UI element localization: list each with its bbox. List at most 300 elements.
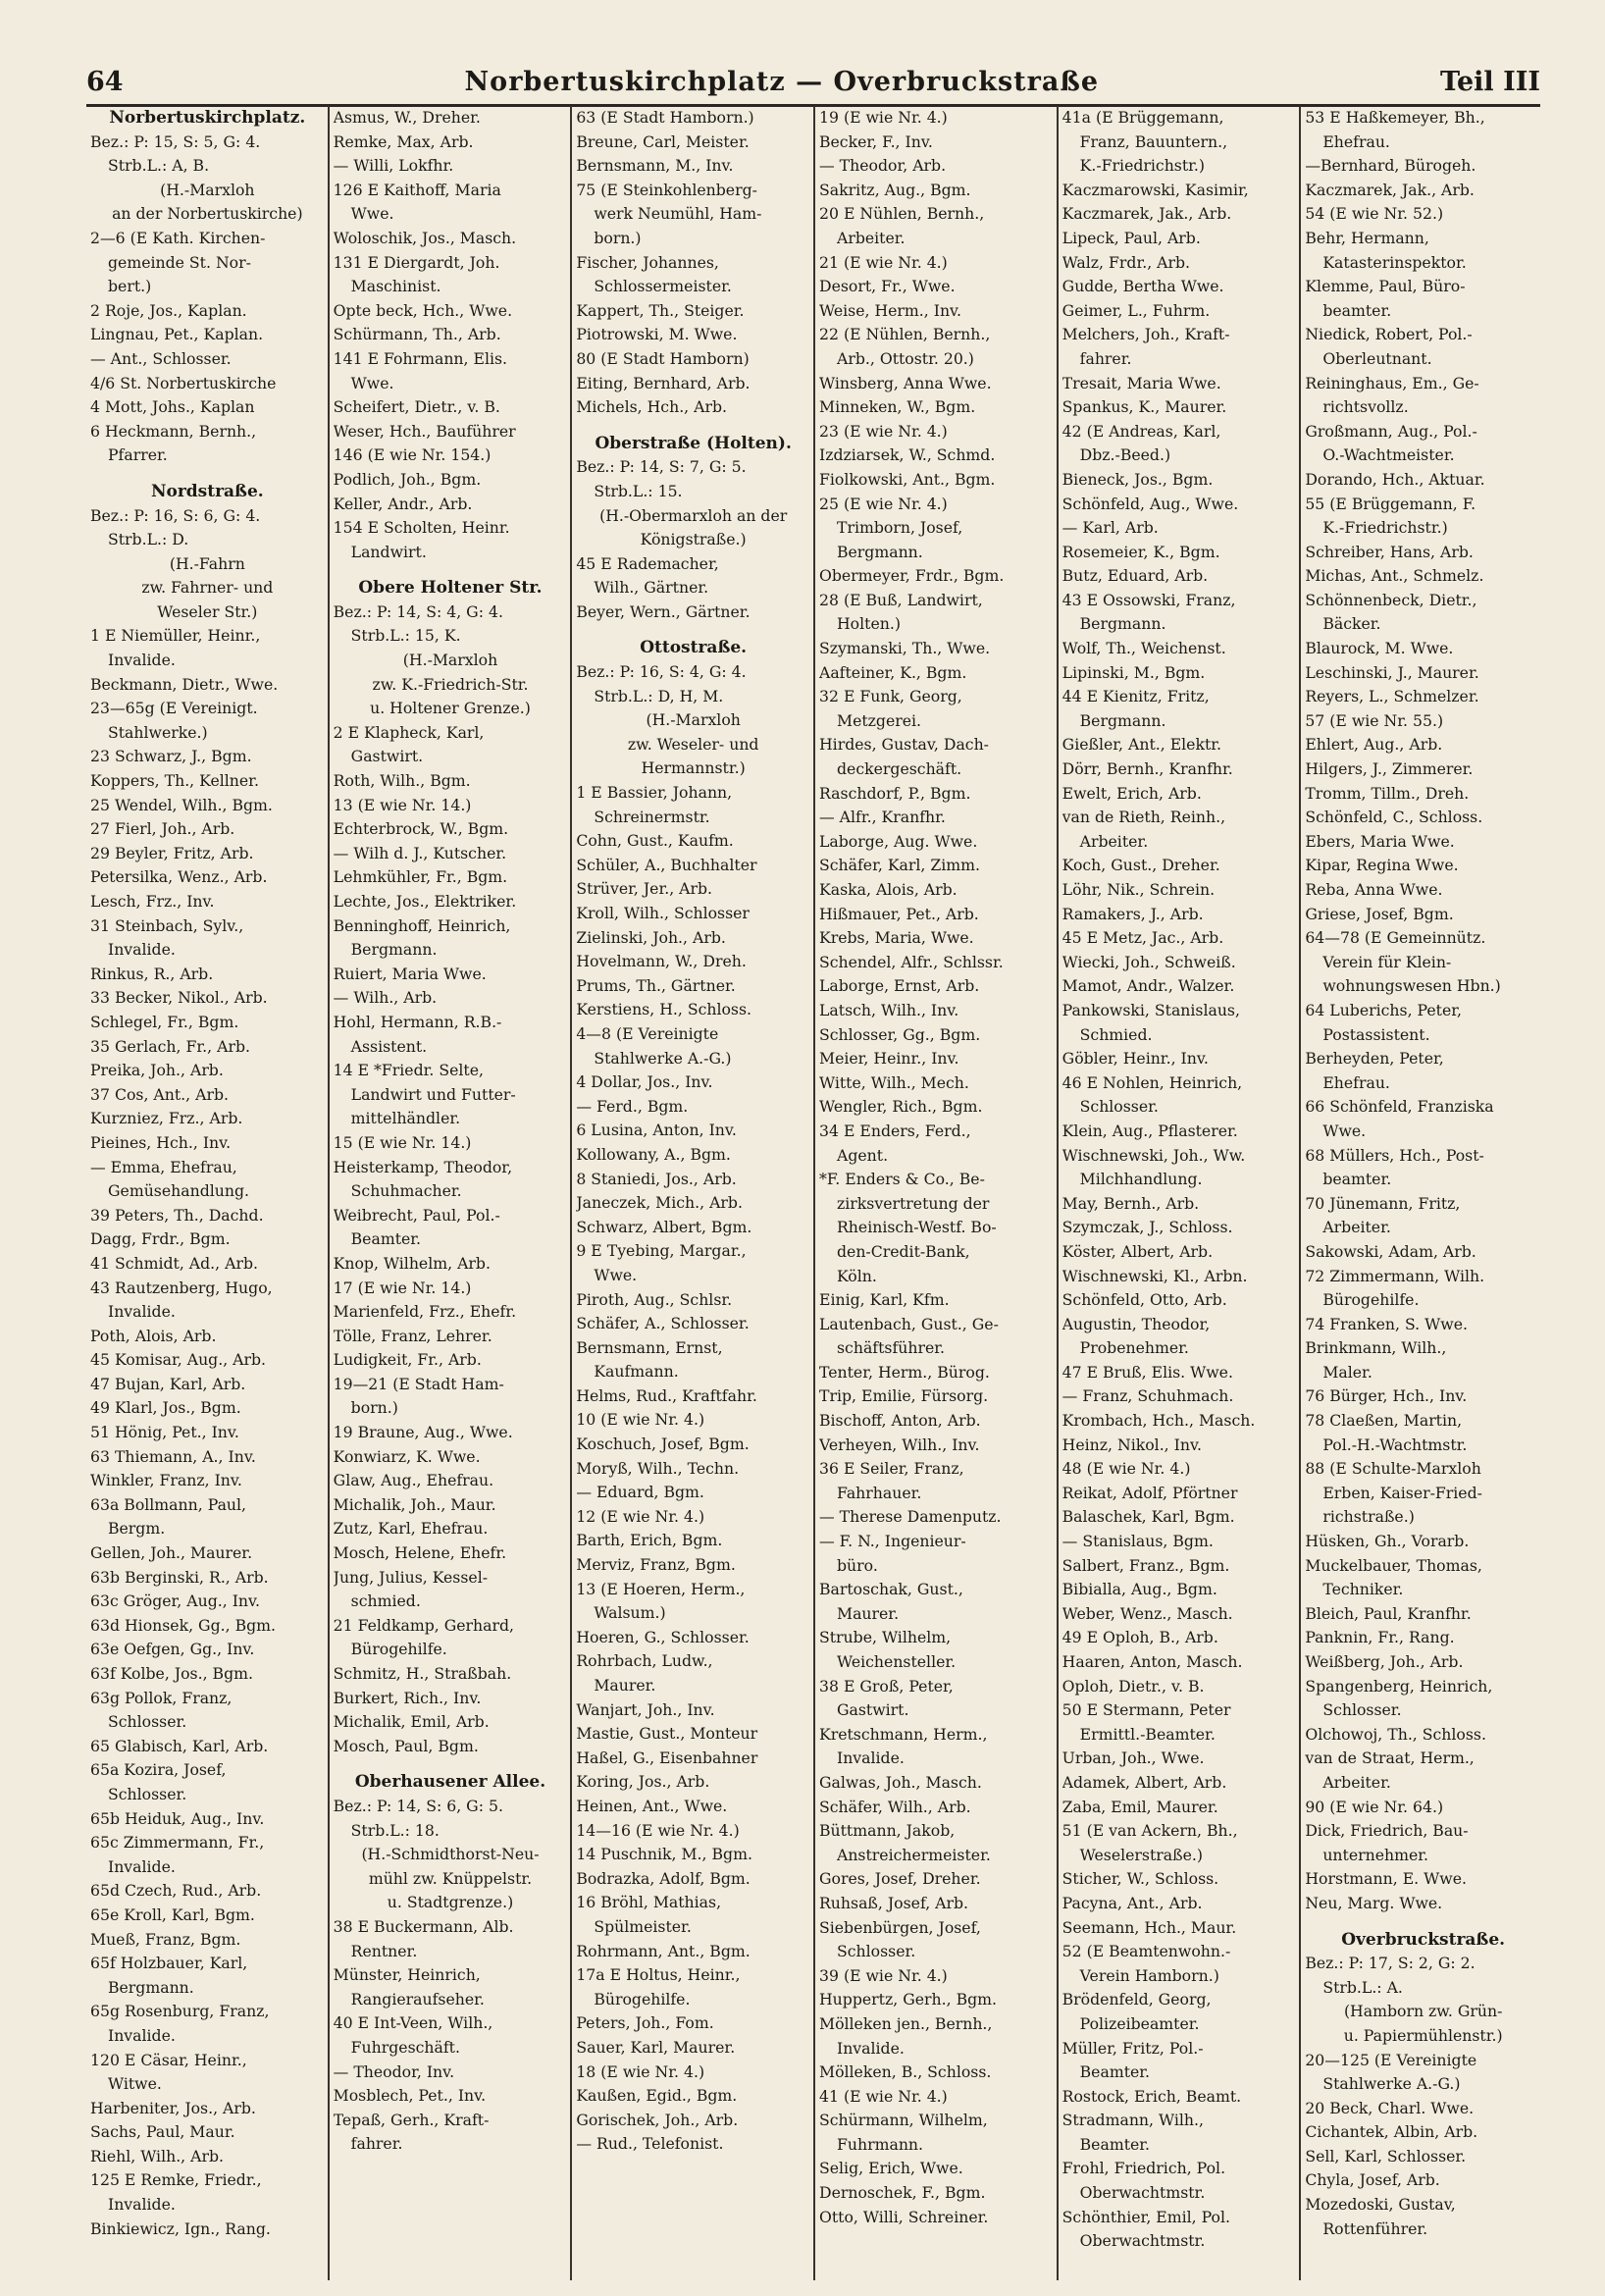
entry-line: 65g Rosenburg, Franz, xyxy=(90,2002,270,2021)
entry-line: werk Neumühl, Ham- xyxy=(594,204,762,224)
entry-line: Zielinski, Joh., Arb. xyxy=(576,927,726,947)
entry-line: Breune, Carl, Meister. xyxy=(576,131,750,151)
entry-line: Polizeibeamter. xyxy=(1079,2013,1200,2033)
entry-line: 4—8 (E Vereinigte xyxy=(576,1023,719,1043)
entry-line: 36 E Seiler, Franz, xyxy=(819,1459,964,1479)
entry-line: 90 (E wie Nr. 64.) xyxy=(1305,1797,1444,1816)
entry-line: Schwarz, Albert, Bgm. xyxy=(576,1217,752,1236)
entry-line: (H.-Obermarxloh an der xyxy=(599,505,788,525)
entry-line: 42 (E Andreas, Karl, xyxy=(1061,421,1221,441)
entry-line: büro. xyxy=(837,1555,878,1575)
entry-line: Verheyen, Wilh., Inv. xyxy=(819,1435,980,1454)
entry-line: 23 Schwarz, J., Bgm. xyxy=(90,747,252,766)
entry-line: 23 (E wie Nr. 4.) xyxy=(819,421,948,441)
entry-line: Bieneck, Jos., Bgm. xyxy=(1061,469,1214,489)
entry-line: Bartoschak, Gust., xyxy=(819,1580,963,1599)
entry-line: Rosemeier, K., Bgm. xyxy=(1061,542,1220,561)
entry-line: Meier, Heinr., Inv. xyxy=(819,1049,959,1069)
entry-line: 22 (E Nühlen, Bernh., xyxy=(819,325,991,344)
entry-line: Kerstiens, H., Schloss. xyxy=(576,1000,752,1019)
entry-line: — Willi, Lokfhr. xyxy=(333,156,454,176)
entry-line: Ehefrau. xyxy=(1322,1072,1390,1092)
entry-line: 35 Gerlach, Fr., Arb. xyxy=(90,1036,250,1056)
entry-line: Dick, Friedrich, Bau- xyxy=(1305,1821,1469,1841)
entry-line: Harbeniter, Jos., Arb. xyxy=(90,2098,256,2117)
entry-line: Mozedoski, Gustav, xyxy=(1305,2195,1456,2215)
entry-line: Dbz.-Beed.) xyxy=(1079,445,1171,465)
section-gap xyxy=(1305,1916,1541,1928)
column-5 xyxy=(1059,106,1302,2280)
entry-line: Landwirt und Futter- xyxy=(350,1084,516,1104)
entry-line: Hoeren, G., Schlosser. xyxy=(576,1627,750,1646)
entry-line: 40 E Int-Veen, Wilh., xyxy=(333,2013,493,2033)
entry-line: Niedick, Robert, Pol.- xyxy=(1305,325,1473,344)
entry-line: Schlosser. xyxy=(108,1784,187,1803)
entry-line: — Wilh d. J., Kutscher. xyxy=(333,843,507,862)
entry-line: 14 E *Friedr. Selte, xyxy=(333,1061,484,1080)
entry-line: Prums, Th., Gärtner. xyxy=(576,975,736,995)
entry-line: 63 (E Stadt Hamborn.) xyxy=(576,108,754,127)
entry-line: Schürmann, Th., Arb. xyxy=(333,325,501,344)
entry-line: Ruhsaß, Josef, Arb. xyxy=(819,1893,969,1912)
entry-line: Izdziarsek, W., Schmd. xyxy=(819,445,996,465)
entry-line: Behr, Hermann, xyxy=(1305,228,1429,247)
entry-line: Eiting, Bernhard, Arb. xyxy=(576,373,751,392)
entry-line: Peters, Joh., Fom. xyxy=(576,2013,714,2033)
entry-line: Wilh., Gärtner. xyxy=(594,578,709,598)
entry-line: Rohrbach, Ludw., xyxy=(576,1651,713,1671)
entry-line: Mastie, Gust., Monteur xyxy=(576,1724,758,1744)
entry-line: — Stanislaus, Bgm. xyxy=(1061,1532,1214,1551)
entry-line: 4 Mott, Johs., Kaplan xyxy=(90,397,255,417)
entry-line: Seemann, Hch., Maur. xyxy=(1061,1917,1237,1937)
entry-line: Lipeck, Paul, Arb. xyxy=(1061,228,1201,247)
entry-line: 63b Berginski, R., Arb. xyxy=(90,1567,269,1587)
entry-line: 49 Klarl, Jos., Bgm. xyxy=(90,1398,241,1418)
entry-line: Schlosser. xyxy=(1322,1700,1402,1720)
entry-line: Haßel, G., Eisenbahner xyxy=(576,1748,758,1767)
entry-line: Mosblech, Pet., Inv. xyxy=(333,2086,487,2106)
entry-line: Scheifert, Dietr., v. B. xyxy=(333,397,500,417)
entry-line: Bez.: P: 16, S: 4, G: 4. xyxy=(576,662,747,682)
entry-line: Schürmann, Wilhelm, xyxy=(819,2111,988,2130)
entry-line: Hovelmann, W., Dreh. xyxy=(576,952,747,971)
entry-line: Wengler, Rich., Bgm. xyxy=(819,1097,983,1117)
entry-line: Ehlert, Aug., Arb. xyxy=(1305,735,1443,755)
entry-line: Bez.: P: 14, S: 6, G: 5. xyxy=(333,1796,503,1815)
entry-line: K.-Friedrichstr.) xyxy=(1079,156,1206,176)
entry-line: Bez.: P: 15, S: 5, G: 4. xyxy=(90,131,261,151)
entry-line: Piroth, Aug., Schlsr. xyxy=(576,1289,733,1309)
entry-line: Pieines, Hch., Inv. xyxy=(90,1132,232,1152)
entry-line: — F. N., Ingenieur- xyxy=(819,1532,966,1551)
entry-line: Hirdes, Gustav, Dach- xyxy=(819,735,989,755)
entry-line: Bez.: P: 14, S: 4, G: 4. xyxy=(333,601,503,621)
entry-line: 45 E Rademacher, xyxy=(576,553,719,573)
entry-line: (H.-Fahrn xyxy=(169,553,245,573)
entry-line: Poth, Alois, Arb. xyxy=(90,1326,217,1345)
entry-line: (H.-Marxloh xyxy=(160,180,255,199)
entry-line: Aafteiner, K., Bgm. xyxy=(819,662,967,682)
entry-line: Strb.L.: D. xyxy=(108,530,189,549)
entry-line: 25 Wendel, Wilh., Bgm. xyxy=(90,795,273,814)
street-heading: Norbertuskirchplatz. xyxy=(109,108,306,128)
entry-line: Winkler, Franz, Inv. xyxy=(90,1471,242,1490)
entry-line: Bürogehilfe. xyxy=(1322,1290,1420,1310)
entry-line: Spülmeister. xyxy=(594,1916,692,1936)
entry-line: Köster, Albert, Arb. xyxy=(1061,1241,1214,1261)
entry-line: 49 E Oploh, B., Arb. xyxy=(1061,1628,1218,1647)
entry-line: Großmann, Aug., Pol.- xyxy=(1305,421,1477,441)
entry-line: Woloschik, Jos., Masch. xyxy=(333,228,517,247)
entry-line: Adamek, Albert, Arb. xyxy=(1061,1772,1227,1792)
entry-line: Göbler, Heinr., Inv. xyxy=(1061,1049,1209,1069)
entry-line: 21 (E wie Nr. 4.) xyxy=(819,252,948,272)
entry-line: — Ferd., Bgm. xyxy=(576,1096,689,1116)
entry-line: Beamter. xyxy=(1079,2062,1151,2082)
entry-line: Urban, Joh., Wwe. xyxy=(1061,1748,1205,1768)
street-heading: Nordstraße. xyxy=(150,481,264,501)
column-1 xyxy=(86,106,330,2280)
entry-line: Gemüsehandlung. xyxy=(108,1181,249,1201)
entry-line: Bürogehilfe. xyxy=(594,1989,691,2009)
entry-line: 17a E Holtus, Heinr., xyxy=(576,1965,741,1985)
entry-line: 41 (E wie Nr. 4.) xyxy=(819,2086,948,2106)
entry-line: beamter. xyxy=(1322,1170,1392,1189)
entry-line: Galwas, Joh., Masch. xyxy=(819,1772,982,1792)
entry-line: Spangenberg, Heinrich, xyxy=(1305,1676,1493,1696)
entry-line: Weise, Herm., Inv. xyxy=(819,300,962,320)
entry-line: 8 Staniedi, Jos., Arb. xyxy=(576,1169,737,1188)
entry-line: Walsum.) xyxy=(594,1603,666,1623)
entry-line: Koppers, Th., Kellner. xyxy=(90,771,259,791)
entry-line: Strb.L.: 18. xyxy=(350,1820,440,1840)
entry-line: Oberwachtmstr. xyxy=(1079,2231,1206,2251)
entry-line: 25 (E wie Nr. 4.) xyxy=(819,494,948,513)
entry-line: gemeinde St. Nor- xyxy=(108,252,251,272)
entry-line: Ewelt, Erich, Arb. xyxy=(1061,783,1202,803)
entry-line: 39 (E wie Nr. 4.) xyxy=(819,1965,948,1985)
entry-line: Maler. xyxy=(1322,1362,1372,1382)
entry-line: Stahlwerke A.-G.) xyxy=(594,1048,732,1068)
entry-line: schäftsführer. xyxy=(837,1338,946,1358)
column-2 xyxy=(330,106,573,2280)
entry-line: Hüsken, Gh., Vorarb. xyxy=(1305,1532,1470,1551)
entry-line: 41 Schmidt, Ad., Arb. xyxy=(90,1253,258,1273)
entry-line: Oploh, Dietr., v. B. xyxy=(1061,1676,1205,1696)
entry-line: 15 (E wie Nr. 14.) xyxy=(333,1132,472,1152)
entry-line: Kaczmarek, Jak., Arb. xyxy=(1061,204,1232,224)
entry-line: 65b Heiduk, Aug., Inv. xyxy=(90,1808,265,1828)
entry-line: 57 (E wie Nr. 55.) xyxy=(1305,710,1444,730)
entry-line: Maschinist. xyxy=(350,277,441,296)
entry-line: Kaska, Alois, Arb. xyxy=(819,880,958,899)
entry-line: Huppertz, Gerh., Bgm. xyxy=(819,1990,998,2009)
entry-line: Brinkmann, Wilh., xyxy=(1305,1338,1447,1358)
entry-line: u. Stadtgrenze.) xyxy=(387,1893,514,1912)
entry-line: 41a (E Brüggemann, xyxy=(1061,108,1224,127)
entry-line: 6 Lusina, Anton, Inv. xyxy=(576,1121,737,1140)
entry-line: Landwirt. xyxy=(350,542,427,561)
entry-line: 2 Roje, Jos., Kaplan. xyxy=(90,300,247,320)
entry-line: Probenehmer. xyxy=(1079,1338,1189,1358)
entry-line: Brödenfeld, Georg, xyxy=(1061,1990,1212,2009)
entry-line: Bodrazka, Adolf, Bgm. xyxy=(576,1868,751,1888)
entry-line: Weißberg, Joh., Arb. xyxy=(1305,1652,1464,1671)
entry-line: 43 E Ossowski, Franz, xyxy=(1061,590,1236,609)
entry-line: Zaba, Emil, Maurer. xyxy=(1061,1797,1218,1816)
entry-line: Dörr, Bernh., Kranfhr. xyxy=(1061,759,1233,779)
entry-line: Schönfeld, C., Schloss. xyxy=(1305,808,1483,827)
entry-line: Siebenbürgen, Josef, xyxy=(819,1917,981,1937)
entry-line: Beyer, Wern., Gärtner. xyxy=(576,601,751,621)
entry-line: 48 (E wie Nr. 4.) xyxy=(1061,1459,1191,1479)
entry-line: Bergmann. xyxy=(1079,710,1166,730)
entry-line: Kipar, Regina Wwe. xyxy=(1305,856,1459,875)
entry-line: 68 Müllers, Hch., Post- xyxy=(1305,1145,1484,1165)
entry-line: 51 Hönig, Pet., Inv. xyxy=(90,1423,239,1442)
entry-line: 46 E Nohlen, Heinrich, xyxy=(1061,1072,1243,1092)
entry-line: Sauer, Karl, Maurer. xyxy=(576,2037,736,2057)
entry-line: 125 E Remke, Friedr., xyxy=(90,2170,262,2190)
entry-line: Bernsmann, M., Inv. xyxy=(576,156,734,176)
entry-line: Bergmann. xyxy=(108,1977,194,1997)
column-4 xyxy=(815,106,1059,2280)
entry-line: Agent. xyxy=(837,1145,889,1165)
street-heading: Overbruckstraße. xyxy=(1341,1929,1506,1950)
entry-line: Fischer, Johannes, xyxy=(576,252,719,272)
entry-line: 70 Jünemann, Fritz, xyxy=(1305,1193,1461,1213)
entry-line: Weber, Wenz., Masch. xyxy=(1061,1603,1233,1623)
entry-line: Melchers, Joh., Kraft- xyxy=(1061,325,1230,344)
entry-line: 19 Braune, Aug., Wwe. xyxy=(333,1423,513,1442)
entry-line: 14 Puschnik, M., Bgm. xyxy=(576,1845,752,1864)
entry-line: Echterbrock, W., Bgm. xyxy=(333,819,509,839)
entry-line: Obermeyer, Frdr., Bgm. xyxy=(819,566,1005,586)
entry-line: Strb.L.: 15, K. xyxy=(350,626,461,646)
entry-line: Raschdorf, P., Bgm. xyxy=(819,783,971,803)
entry-line: 64—78 (E Gemeinnütz. xyxy=(1305,928,1486,948)
entry-line: Dernoschek, F., Bgm. xyxy=(819,2183,986,2203)
entry-line: 65a Kozira, Josef, xyxy=(90,1760,227,1780)
entry-line: Ebers, Maria Wwe. xyxy=(1305,831,1455,851)
entry-line: Bergmann. xyxy=(837,542,923,561)
entry-line: schmied. xyxy=(350,1592,421,1611)
entry-line: Postassistent. xyxy=(1322,1024,1430,1044)
entry-line: 146 (E wie Nr. 154.) xyxy=(333,445,492,465)
entry-line: Metzgerei. xyxy=(837,710,922,730)
entry-line: Ludigkeit, Fr., Arb. xyxy=(333,1350,482,1370)
section-gap xyxy=(334,1758,568,1770)
entry-line: Rentner. xyxy=(350,1941,418,1960)
page-number: 64 xyxy=(86,66,124,97)
entry-line: Witte, Wilh., Mech. xyxy=(819,1072,969,1092)
entry-line: Panknin, Fr., Rang. xyxy=(1305,1628,1455,1647)
entry-line: Mamot, Andr., Walzer. xyxy=(1061,976,1235,996)
entry-line: Löhr, Nik., Schrein. xyxy=(1061,880,1216,899)
entry-line: 65c Zimmermann, Fr., xyxy=(90,1833,265,1852)
entry-line: Konwiarz, K. Wwe. xyxy=(333,1446,481,1466)
entry-line: Leschinski, J., Maurer. xyxy=(1305,662,1479,682)
entry-line: Heinen, Ant., Wwe. xyxy=(576,1796,728,1815)
entry-line: 20—125 (E Vereinigte xyxy=(1305,2050,1477,2069)
entry-line: mühl zw. Knüppelstr. xyxy=(368,1868,533,1888)
entry-line: 76 Bürger, Hch., Inv. xyxy=(1305,1386,1468,1406)
entry-line: Geimer, L., Fuhrm. xyxy=(1061,300,1211,320)
entry-line: Beamter. xyxy=(350,1229,422,1249)
entry-line: 20 Beck, Charl. Wwe. xyxy=(1305,2098,1475,2117)
entry-line: Schlosser, Gg., Bgm. xyxy=(819,1024,981,1044)
entry-line: Schmied. xyxy=(1079,1024,1153,1044)
entry-line: Anstreichermeister. xyxy=(837,1845,991,1864)
entry-line: Fiolkowski, Ant., Bgm. xyxy=(819,469,996,489)
entry-line: Pol.-H.-Wachtmstr. xyxy=(1322,1435,1468,1454)
entry-line: Mueß, Franz, Bgm. xyxy=(90,1929,241,1949)
entry-line: 63f Kolbe, Jos., Bgm. xyxy=(90,1664,253,1683)
entry-line: Hißmauer, Pet., Arb. xyxy=(819,904,979,923)
entry-line: —Bernhard, Bürogeh. xyxy=(1305,156,1476,176)
entry-line: Bez.: P: 17, S: 2, G: 2. xyxy=(1305,1954,1476,1973)
entry-line: Blaurock, M. Wwe. xyxy=(1305,639,1454,658)
entry-line: Horstmann, E. Wwe. xyxy=(1305,1869,1467,1889)
entry-line: u. Holtener Grenze.) xyxy=(370,699,531,718)
entry-line: 74 Franken, S. Wwe. xyxy=(1305,1314,1468,1333)
entry-line: Moryß, Wilh., Techn. xyxy=(576,1458,740,1478)
entry-line: 47 E Bruß, Elis. Wwe. xyxy=(1061,1362,1233,1382)
entry-line: Schreinermstr. xyxy=(594,807,710,826)
entry-line: Kaußen, Egid., Bgm. xyxy=(576,2086,738,2106)
entry-line: Lingnau, Pet., Kaplan. xyxy=(90,325,264,344)
entry-line: 20 E Nühlen, Bernh., xyxy=(819,204,985,224)
entry-line: Kappert, Th., Steiger. xyxy=(576,300,745,320)
entry-line: Janeczek, Mich., Arb. xyxy=(576,1193,743,1213)
entry-line: Wiecki, Joh., Schweiß. xyxy=(1061,952,1236,971)
entry-line: Cohn, Gust., Kaufm. xyxy=(576,831,734,851)
entry-line: Wwe. xyxy=(350,373,394,392)
entry-line: — Therese Damenputz. xyxy=(819,1507,1002,1527)
entry-line: Petersilka, Wenz., Arb. xyxy=(90,867,268,887)
entry-line: Michas, Ant., Schmelz. xyxy=(1305,566,1484,586)
entry-line: Milchhandlung. xyxy=(1079,1170,1203,1189)
entry-line: 63g Pollok, Franz, xyxy=(90,1688,233,1707)
entry-line: Arbeiter. xyxy=(1322,1772,1391,1792)
entry-line: 12 (E wie Nr. 4.) xyxy=(576,1506,705,1526)
entry-line: Klein, Aug., Pflasterer. xyxy=(1061,1121,1238,1140)
entry-line: Kaczmarowski, Kasimir, xyxy=(1061,180,1249,199)
entry-line: richstraße.) xyxy=(1322,1507,1415,1527)
entry-line: Fahrhauer. xyxy=(837,1483,922,1502)
entry-line: Otto, Willi, Schreiner. xyxy=(819,2207,989,2226)
entry-line: 1 E Niemüller, Heinr., xyxy=(90,626,261,646)
entry-line: 13 (E Hoeren, Herm., xyxy=(576,1579,746,1598)
entry-line: Bez.: P: 16, S: 6, G: 4. xyxy=(90,505,261,525)
entry-line: Invalide. xyxy=(108,1856,176,1876)
entry-line: Berheyden, Peter, xyxy=(1305,1049,1444,1069)
entry-line: Pacyna, Ant., Arb. xyxy=(1061,1893,1203,1912)
entry-line: Schlosser. xyxy=(837,1942,916,1961)
entry-line: Kaczmarek, Jak., Arb. xyxy=(1305,180,1475,199)
entry-line: Koschuch, Josef, Bgm. xyxy=(576,1435,750,1454)
entry-line: Kretschmann, Herm., xyxy=(819,1724,988,1744)
entry-line: Stahlwerke.) xyxy=(108,722,208,742)
entry-line: Stradmann, Wilh., xyxy=(1061,2111,1204,2130)
entry-line: Fuhrgeschäft. xyxy=(350,2037,460,2057)
entry-line: Einig, Karl, Kfm. xyxy=(819,1290,950,1310)
entry-line: Fuhrmann. xyxy=(837,2134,924,2154)
section-gap xyxy=(576,624,810,636)
entry-line: Kollowany, A., Bgm. xyxy=(576,1144,731,1164)
entry-line: 88 (E Schulte-Marxloh xyxy=(1305,1459,1481,1479)
section-gap xyxy=(334,564,568,576)
entry-line: Pankowski, Stanislaus, xyxy=(1061,1000,1240,1019)
entry-line: Butz, Eduard, Arb. xyxy=(1061,566,1209,586)
entry-line: Preika, Joh., Arb. xyxy=(90,1061,224,1080)
entry-line: Stahlwerke A.-G.) xyxy=(1322,2074,1461,2094)
entry-line: Laborge, Ernst, Arb. xyxy=(819,976,980,996)
entry-line: Walz, Frdr., Arb. xyxy=(1061,252,1191,272)
entry-line: an der Norbertuskirche) xyxy=(112,204,303,224)
entry-line: 29 Beyler, Fritz, Arb. xyxy=(90,843,254,862)
entry-line: Verein für Klein- xyxy=(1322,952,1452,971)
entry-line: Trimborn, Josef, xyxy=(837,518,963,538)
entry-line: — Theodor, Arb. xyxy=(819,156,947,176)
entry-line: Reininghaus, Em., Ge- xyxy=(1305,373,1479,392)
entry-line: 18 (E wie Nr. 4.) xyxy=(576,2061,705,2081)
entry-line: 50 E Stermann, Peter xyxy=(1061,1700,1231,1720)
entry-line: Weibrecht, Paul, Pol.- xyxy=(333,1205,500,1225)
entry-line: Krebs, Maria, Wwe. xyxy=(819,928,974,948)
entry-line: Hohl, Hermann, R.B.- xyxy=(333,1012,502,1031)
entry-line: Zutz, Karl, Ehefrau. xyxy=(333,1519,489,1539)
entry-line: Griese, Josef, Bgm. xyxy=(1305,904,1454,923)
entry-line: Arbeiter. xyxy=(837,228,906,247)
entry-line: 44 E Kienitz, Fritz, xyxy=(1061,687,1210,706)
entry-line: mittelhändler. xyxy=(350,1109,461,1128)
entry-line: Invalide. xyxy=(108,2195,176,2215)
entry-line: 80 (E Stadt Hamborn) xyxy=(576,348,750,368)
entry-line: Invalide. xyxy=(108,1302,176,1322)
entry-line: Lechte, Jos., Elektriker. xyxy=(333,892,517,911)
entry-line: Krombach, Hch., Masch. xyxy=(1061,1411,1256,1431)
entry-line: — Rud., Telefonist. xyxy=(576,2134,724,2154)
entry-line: 14—16 (E wie Nr. 4.) xyxy=(576,1820,740,1840)
entry-line: Witwe. xyxy=(108,2074,162,2094)
entry-line: 120 E Cäsar, Heinr., xyxy=(90,2050,247,2069)
entry-line: Pfarrer. xyxy=(108,445,168,465)
entry-line: — Karl, Arb. xyxy=(1061,518,1159,538)
entry-line: (Hamborn zw. Grün- xyxy=(1343,2002,1503,2021)
entry-line: 47 Bujan, Karl, Arb. xyxy=(90,1374,246,1393)
entry-line: Holten.) xyxy=(837,614,901,634)
entry-line: Franz, Bauuntern., xyxy=(1079,131,1228,151)
entry-line: deckergeschäft. xyxy=(837,759,962,779)
entry-line: Lautenbach, Gust., Ge- xyxy=(819,1314,999,1333)
entry-line: Gastwirt. xyxy=(350,747,424,766)
entry-line: — Wilh., Arb. xyxy=(333,988,438,1008)
entry-line: 19 (E wie Nr. 4.) xyxy=(819,108,948,127)
entry-line: Oberleutnant. xyxy=(1322,348,1432,368)
entry-line: Balaschek, Karl, Bgm. xyxy=(1061,1507,1235,1527)
entry-line: Szymanski, Th., Wwe. xyxy=(819,639,991,658)
entry-line: Hilgers, J., Zimmerer. xyxy=(1305,759,1474,779)
entry-line: Laborge, Aug. Wwe. xyxy=(819,831,978,851)
entry-line: Lehmkühler, Fr., Bgm. xyxy=(333,867,508,887)
entry-line: Sakritz, Aug., Bgm. xyxy=(819,180,971,199)
entry-line: fahrer. xyxy=(1079,348,1132,368)
entry-line: Marienfeld, Frz., Ehefr. xyxy=(333,1302,517,1322)
entry-line: 34 E Enders, Ferd., xyxy=(819,1121,971,1140)
entry-line: Wischnewski, Joh., Ww. xyxy=(1061,1145,1246,1165)
